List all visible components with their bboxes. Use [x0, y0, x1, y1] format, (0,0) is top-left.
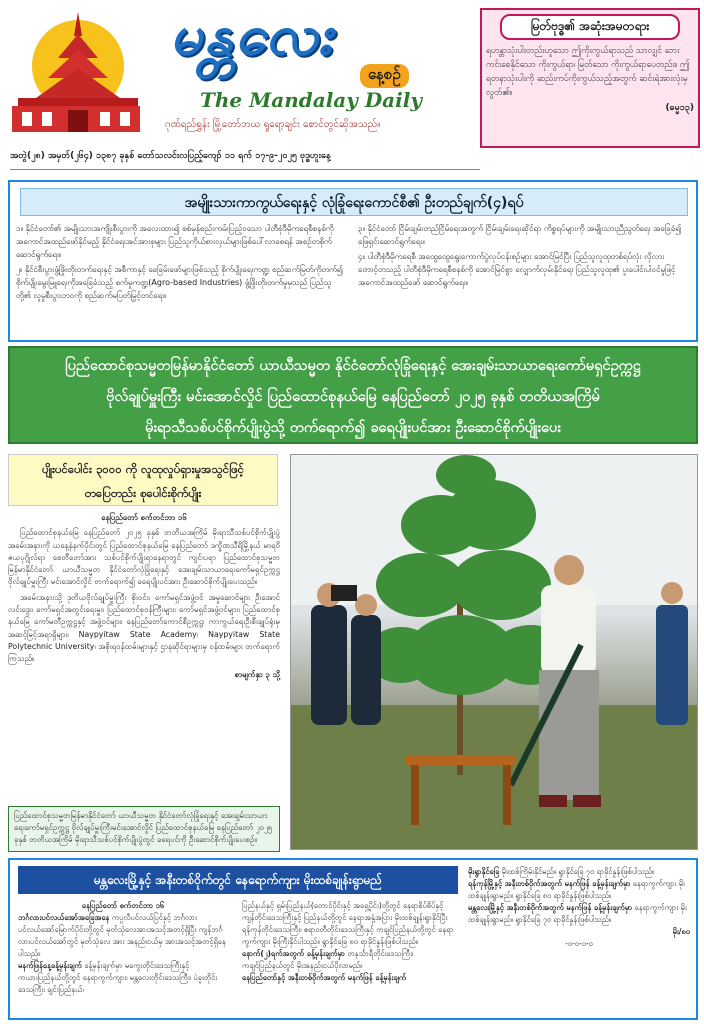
quote-title: မြတ်ဗုဒ္ဓ၏ အဆုံးအမတရား [500, 14, 680, 40]
objectives-right-column [358, 222, 688, 291]
weather-dateline: နေပြည်တော် စက်တင်ဘာ ၁၆ [81, 901, 165, 910]
pagoda-logo-icon [8, 6, 143, 136]
quote-body: ရဟန္တာသုံးပါးတည်းဟူသော ဤကိုးကွယ်ရာသည် သာလျှင် ဘေးကင်းစေနိုင်သော ကိုးကွယ်ရာ၊ မြတ်သော ကိုးကွယ်ရာပေတည်း။ ဤရတနာသုံးပါးကို ဆည်းကပ်ကိုးကွယ်သည့်အတွက် ဆင်းရဲအားလုံးမှ လွတ်၏။ [486, 46, 690, 98]
objectives-left-column [16, 222, 346, 304]
weather-heading: မန္တလေးမြို့နှင့် အနီးတစ်ဝိုက်တွင် နေရောက်ကျား မိုးထစ်ချုန်းရွာမည် [18, 866, 458, 894]
weather-column-1 [18, 900, 228, 996]
photo-illustration [291, 455, 698, 850]
weather-paragraph: ဘင်္ဂလားပင်လယ်အော်အခြေအနေ ကပ္ပလီပင်လယ်ပြင်နှင့် ဘင်္ဂလားပင်လယ်အော်မြောက်ပိုင်းတို့တွင် မုတ်သုံလေအားအသင့်အတင့်ရှိပြီး ကျန်ဘင်္ဂလားပင်လယ်အော်တွင် မုတ်သုံလေ အား အနည်းငယ်မှ အားအသင့်အတင့်ရှိနေပါသည်။ [18, 913, 226, 958]
objective-item: ၃။ နိုင်ငံတော် ငြိမ်းချမ်းတည်ငြိမ်ရေးအတွက် ငြိမ်းချမ်းရေးဆိုင်ရာ ကိစ္စရပ်များကို အမျိုးသားညီညွတ်ရေး အခြေခံ၍ ဖြေရှင်းဆောင်ရွက်ရေး။ [358, 224, 682, 246]
article-heading-line: တပြေတည်း စုပေါင်းစိုက်ပျိုး [84, 486, 202, 500]
weather-box [8, 858, 698, 1020]
article-body [8, 512, 280, 681]
weather-signoff: မိုး/၈၀ [672, 927, 690, 936]
objective-item: ၂။ နိုင်ငံစီးပွားဖွံ့ဖြိုးတိုးတက်ရေးနှင့် အစီကာနှင့် ခေခြမ်းဖော်များဖြစ်သည့် စိုက်ပျိုးရေးကဏ္ဍ စည်ဆက်မြတ်ကိုတက်၍ စိုက်ပျိုးမွေးမြူရေးကိုအခြေခံသည့် စက်မှုကဏ္ဍ(Agro-based Industries) ဖွံ့ဖြိုးတိုးတက်မှုမှသည် ပြည်သူတို့၏ လူမှုစီးပွားဘဝကို စည်ဆက်မပြတ်မြှင့်တင်ရေး။ [16, 265, 343, 300]
issue-info: အတွဲ(၂၈) အမှတ်(၂၆၄) ၁၃၈၇ ခုနှစ် တော်သလင်းလပြည့်ကျော် ၁၁ ရက် ၁၇-၉-၂၀၂၅ ဗုဒ္ဓဟူးနေ့ [10, 150, 480, 170]
tagline: ဂုဏ်ရည်ရွှန်း မြို့တော်ဘယ ရှုရော့ချင်း စောင်တွင်ဆိုအသည်။ [165, 119, 381, 130]
objective-item: ၄။ ပါတီစုံဒီမိုကရေစီ အထွေထွေရွေးကောက်ပွဲလုပ်ငန်းစဉ်များ အောင်မြင်ပြီး ပြည်သူလူထုတစ်ရပ်လုံး လိုလားတောင့်တသည့် ပါတီစုံဒီမိုကရေစီစနစ်ကို အောင်မြင်စွာ လျှောက်လှမ်းနိုင်ရေး ပြည်သူလူထု၏ ပူးပေါင်းပါဝင်မှုဖြင့် အကောင်အထည်ဖော် ဆောင်ရွက်ရေး။ [358, 252, 676, 287]
article-dateline: နေပြည်တော် စက်တင်ဘာ ၁၆ [101, 513, 187, 522]
weather-paragraph: ပြည်နယ်နှင့် ရှမ်းပြည်နယ်(တောင်ပိုင်းနှင့် အရှေ့ပိုင်း)တို့တွင် နေရာစိပ်စိပ်နှင့် ကျန်တိုင်းဒေသကြီးနှင့် ပြည်နယ်တို့တွင် နေရာအနှံ့အပြား မိုးထစ်ချုန်းရွာနိုင်ပြီး ရန်ကုန်တိုင်းဒေသကြီး၊ ဧရာဝတီတိုင်းဒေသကြီးနှင့် ကချင်ပြည်နယ်တို့တွင် နေရာကွက်ကျား မိုးကြီးနိုင်ပါသည်။ ရွာနိုင်ခြေ ၈၀ ရာခိုင်နှုန်းဖြစ်ပါသည်။ [242, 901, 454, 946]
quote-reference: (ဓမ္မ၁၃) [665, 103, 694, 113]
article-heading [8, 454, 278, 506]
end-mark: -၀-၀-၀-၀ [565, 939, 593, 948]
photo-caption: ပြည်ထောင်စုသမ္မတမြန်မာနိုင်ငံတော် ယာယီသမ္မတ နိုင်ငံတော်လုံခြုံရေးနှင့် အေးချမ်းသာယာရေးကော်မရှင်ဥက္ကဋ္ဌ ဗိုလ်ချုပ်မှူးကြီးမင်းအောင်လှိုင် ပြည်ထောင်စုနယ်မြေ နေပြည်တော် ၂၀၂၅ ခုနှစ် တတိယအကြိမ် မိုးရာသီသစ်ပင်စိုက်ပျိုးပွဲတွင် ခရေပင်ကို ဦးဆောင်စိုက်ပျိုးပေးစဉ်။ [8, 806, 280, 852]
article-continued: စာမျက်နှာ ၃ သို့ [234, 669, 280, 679]
weather-paragraph: နောက်(၂)ရက်အတွက် ခန့်မှန်းချက်မှာ တနင်္သာရီတိုင်းဒေသကြီး၊ ကချင်ပြည်နယ်တွင် မိုးအနည်းငယ်ပိုလာမည်။ [242, 949, 414, 970]
article-heading-line: ပျိုးပင်ပေါင်း ၃၀၀၀ ကို လူထုလှုပ်ရှားမှုအသွင်ဖြင့် [41, 462, 245, 476]
objectives-box [8, 180, 698, 342]
weather-paragraph: မနက်ဖြန်နေ့ခန့်မှန်းချက် ခန့်မှန်းချက်မှာ မကွေးတိုင်းဒေသကြီးနှင့် ကယားပြည်နယ်တို့တွင် နေရာကွက်ကျား၊ မန္တလေးတိုင်းဒေသကြီး၊ ပဲခူးတိုင်းဒေသကြီး၊ ချင်းပြည်နယ်၊ [18, 961, 218, 994]
weather-column-3 [468, 866, 690, 950]
weather-paragraph: မန္တလေးမြို့နှင့် အနီးတစ်ဝိုက်အတွက် မနက်ဖြန် ခန့်မှန်းချက်မှာ နေရာကွက်ကျား မိုးထစ်ချုန်းရွာမည်။ ရွာနိုင်ခြေ ၇၀ ရာခိုင်နှုန်းဖြစ်ပါသည်။ [468, 903, 687, 924]
weather-paragraph: နေပြည်တော်နှင့် အနီးတစ်ဝိုက်အတွက် မနက်ဖြန် ခန့်မှန်းချက် [242, 973, 407, 982]
newspaper-title: မန္တလေး [170, 3, 335, 68]
headline-line: ဗိုလ်ချုပ်မှူးကြီး မင်းအောင်လှိုင် ပြည်ထောင်စုနယ်မြေ နေပြည်တော် ၂၀၂၅ ခုနှစ် တတိယအကြိမ် [106, 389, 600, 405]
objective-item: ၁။ နိုင်ငံတော်၏ အမျိုးသားအကျိုးစီးပွားကို အလေးထား၍ စစ်မှန်စည်းကမ်းပြည့်ဝသော ပါတီစုံဒီမိုကရေစီစနစ်ကို အကောင်အထည်ဖော်နိုင်မည့် နိုင်ငံရေးအင်အားစုများ ပြည်သူကိုယ်စားလှယ်များဖြစ်ပေါ်လာစေရန် အစဉ်တစိုက်ဆောင်ရွက်ရေး။ [16, 224, 334, 259]
english-title: The Mandalay Daily [200, 88, 422, 112]
weather-paragraph: မိုးရွာနိုင်ခြေ မိုးထစ်ကြိမ်းနိုင်မည်။ ရွာနိုင်ခြေ ၇၀ ရာခိုင်နှုန်းဖြစ်ပါသည်။ [468, 867, 655, 876]
main-headline [8, 346, 698, 444]
weather-column-2 [242, 900, 454, 984]
headline-line: မိုးရာသီသစ်ပင်စိုက်ပျိုးပွဲသို့ တက်ရောက်၍ ခရေပျိုးပင်အား ဦးဆောင်စိုက်ပျိုးပေး [145, 420, 561, 436]
headline-line: ပြည်ထောင်စုသမ္မတမြန်မာနိုင်ငံတော် ယာယီသမ္မတ နိုင်ငံတော်လုံခြုံရေးနှင့် အေးချမ်းသာယာရေးကော်မရှင်ဥက္ကဋ္ဌ [65, 358, 641, 374]
weather-paragraph: ရန်ကုန်မြို့နှင့် အနီးတစ်ဝိုက်အတွက် မနက်ဖြန် ခန့်မှန်းချက်မှာ နေရာကွက်ကျား မိုးထစ်ချုန်းရွာမည်။ ရွာနိုင်ခြေ ၈၀ ရာခိုင်နှုန်းဖြစ်ပါသည်။ [468, 879, 685, 900]
tree-planting-photo [290, 454, 698, 850]
objectives-heading: အမျိုးသားကာကွယ်ရေးနှင့် လုံခြုံရေးကောင်စီ၏ ဦးတည်ချက်(၄)ရပ် [20, 188, 688, 216]
dhamma-quote-box [480, 8, 700, 148]
article-paragraph: ပြည်ထောင်စုနယ်မြေ နေပြည်တော် ၂၀၂၅ ခုနှစ် တတိယအကြိမ် မိုးရာသီသစ်ပင်စိုက်ပျိုးပွဲအခမ်းအနားကို ယနေ့နံနက်ပိုင်းတွင် ပြည်ထောင်စုနယ်မြေ နေပြည်တော် ဒက္ခိဏသီရိမြို့နယ် မာရဝိဇယပုဂ္ဂိုလ်ရာ စေတီတော်အား သစ်ပင်စိုက်ပျိုးရာနေရာတွင် ကျင်းပရာ ပြည်ထောင်စုသမ္မတမြန်မာနိုင်ငံတော် ယာယီသမ္မတ နိုင်ငံတော်လုံခြုံရေးနှင့် အေးချမ်းသာယာရေးကော်မရှင်ဥက္ကဋ္ဌ ဗိုလ်ချုပ်မှူးကြီး မင်းအောင်လှိုင် တက်ရောက်၍ ခရေပျိုးပင်အား ဦးဆောင်စိုက်ပျိုးပေးသည်။ [8, 528, 280, 587]
article-paragraph: အခမ်းအနားသို့ ဒုတိယဗိုလ်ချုပ်မှူးကြီး စိုးဝင်း၊ ကော်မရှင်အဖွဲ့ဝင် အမှုဆောင်များ ဦးအောင်လင်းဒွေး၊ ကော်မရှင်အတွင်းရေးမှူး၊ ပြည်ထောင်စုဝန်ကြီးများ၊ ကော်မရှင်အဖွဲ့ဝင်များ၊ ပြည်ထောင်စုနယ်မြေ ကော်မတီဥက္ကဋ္ဌနှင့် အဖွဲ့ဝင်များ၊ နေပြည်တော်ကောင်စီဥက္ကဋ္ဌ၊ ကာကွယ်ရေးဦးစီးချုပ်ရုံးမှ အဆင့်မြင့်အရာရှိများ၊ Naypyitaw State Academy၊ Naypyitaw State Polytechnic University၊ အစိုးရဝန်ထမ်းများနှင့် ဌာနဆိုင်ရာများမှ ဝန်ထမ်းများ တက်ရောက်ကြသည်။ [8, 592, 280, 664]
newspaper-subtitle: နေ့စဉ် [360, 64, 409, 88]
